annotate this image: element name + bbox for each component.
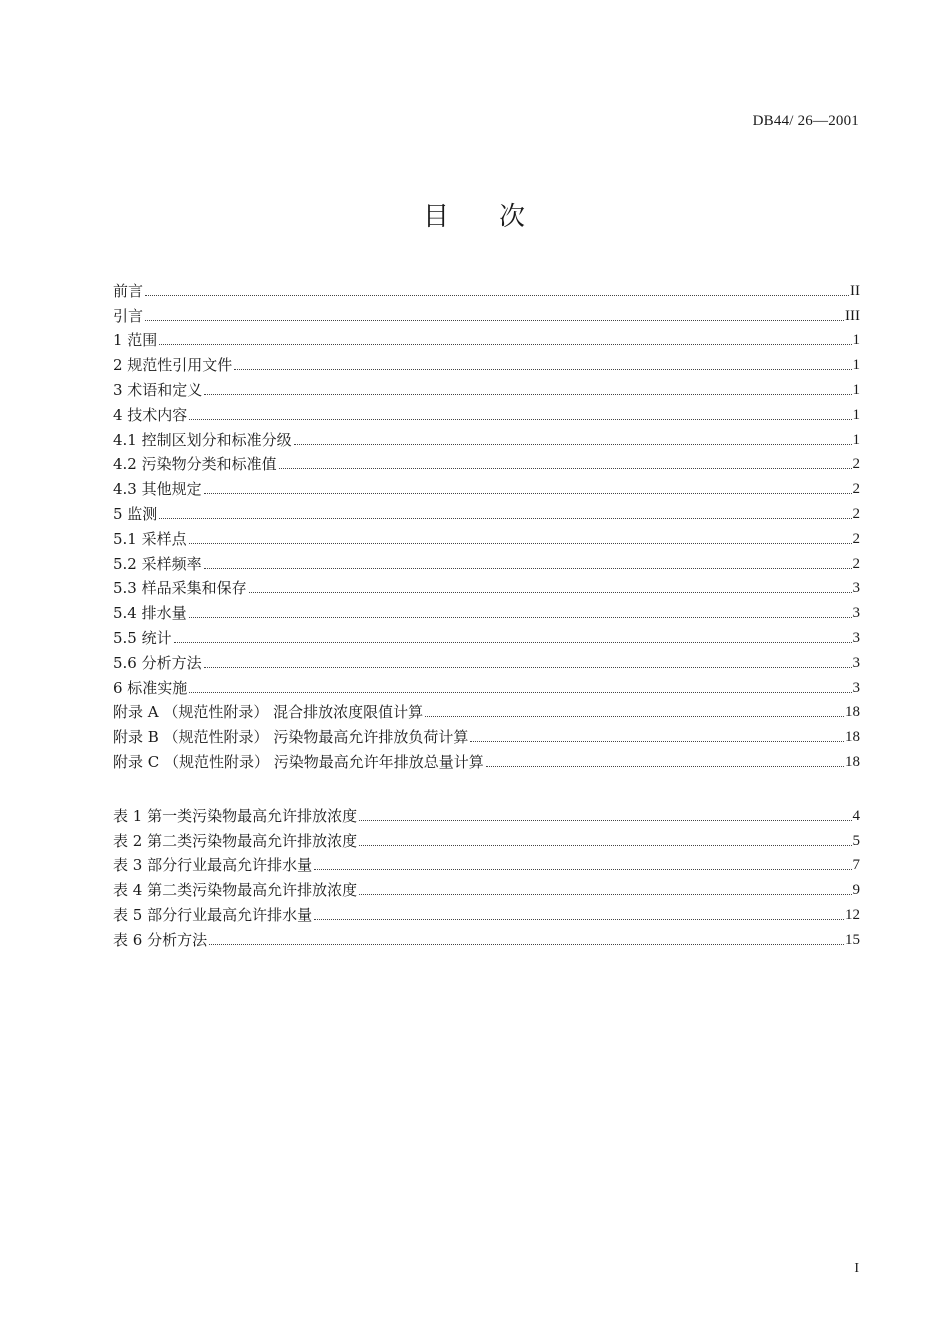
toc-entry-page: 3 <box>852 679 860 696</box>
toc-entry-label: 6 标准实施 <box>113 678 188 697</box>
page-number: I <box>854 1261 859 1276</box>
toc-title-right: 次 <box>499 202 528 232</box>
toc-entry[interactable] <box>113 622 860 647</box>
toc-entry-label: 5.6 分析方法 <box>113 653 202 672</box>
toc-entry[interactable] <box>113 850 860 875</box>
toc-entry-page: 18 <box>845 753 860 770</box>
toc-entry-label: 表 5 部分行业最高允许排水量 <box>113 905 313 924</box>
toc-entry-page: II <box>850 282 860 299</box>
toc-entry-page: 2 <box>852 530 860 547</box>
toc-entry-page: 1 <box>852 332 860 349</box>
toc-entry-label: 5.2 采样频率 <box>113 554 202 573</box>
toc-main-list <box>113 275 860 771</box>
toc-entry[interactable] <box>113 899 860 924</box>
toc-entry[interactable] <box>113 746 860 771</box>
toc-dot-leader <box>359 844 851 846</box>
toc-entry-label: 表 2 第二类污染物最高允许排放浓度 <box>113 831 358 850</box>
toc-entry-page: 9 <box>852 882 860 899</box>
toc-entry-page: 1 <box>852 381 860 398</box>
toc-entry[interactable] <box>113 647 860 672</box>
toc-dot-leader <box>209 943 844 945</box>
toc-entry-label: 2 规范性引用文件 <box>113 356 233 375</box>
toc-entry[interactable] <box>113 573 860 598</box>
toc-entry[interactable] <box>113 924 860 949</box>
toc-entry-label: 3 术语和定义 <box>113 380 203 399</box>
toc-dot-leader <box>189 542 852 544</box>
toc-dot-leader <box>294 443 852 445</box>
toc-dot-leader <box>204 393 851 395</box>
toc-dot-leader <box>249 591 852 593</box>
toc-entry-page: 15 <box>845 931 860 948</box>
toc-dot-leader <box>159 343 851 345</box>
toc-entry[interactable] <box>113 449 860 474</box>
toc-entry-page: 4 <box>852 807 860 824</box>
toc-table-list <box>113 800 860 949</box>
toc-dot-leader <box>189 418 851 420</box>
toc-entry-page: 3 <box>852 605 860 622</box>
toc-entry-label: 表 4 第二类污染物最高允许排放浓度 <box>113 881 358 900</box>
toc-dot-leader <box>359 819 851 821</box>
toc-entry-page: 1 <box>852 431 860 448</box>
toc-entry[interactable] <box>113 473 860 498</box>
toc-entry-page: 3 <box>852 580 860 597</box>
toc-entry-page: 18 <box>845 729 860 746</box>
toc-entry-page: 2 <box>852 481 860 498</box>
toc-entry-label: 表 1 第一类污染物最高允许排放浓度 <box>113 806 358 825</box>
toc-dot-leader <box>204 666 852 668</box>
toc-entry-page: 18 <box>845 704 860 721</box>
toc-dot-leader <box>204 492 852 494</box>
toc-entry-page: 2 <box>852 505 860 522</box>
toc-dot-leader <box>174 641 852 643</box>
toc-entry-page: 12 <box>845 906 860 923</box>
document-code: DB44/ 26—2001 <box>752 113 859 129</box>
toc-entry-page: 7 <box>852 857 860 874</box>
toc-entry-label: 4.1 控制区划分和标准分级 <box>113 430 292 449</box>
toc-entry-label: 5.1 采样点 <box>113 529 187 548</box>
toc-dot-leader <box>234 368 851 370</box>
toc-dot-leader <box>204 567 852 569</box>
toc-title <box>0 196 950 233</box>
toc-entry-label: 4.2 污染物分类和标准值 <box>113 455 277 474</box>
toc-entry-page: 3 <box>852 654 860 671</box>
toc-title-left: 目 <box>422 202 451 232</box>
toc-entry[interactable] <box>113 374 860 399</box>
toc-entry-label: 附录 B （规范性附录） 污染物最高允许排放负荷计算 <box>113 728 469 747</box>
toc-entry[interactable] <box>113 597 860 622</box>
toc-entry[interactable] <box>113 498 860 523</box>
toc-dot-leader <box>189 616 852 618</box>
toc-entry-page: 5 <box>852 832 860 849</box>
toc-entry-page: 2 <box>852 555 860 572</box>
toc-entry[interactable] <box>113 721 860 746</box>
toc-entry-label: 5.4 排水量 <box>113 604 187 623</box>
toc-dot-leader <box>145 294 849 296</box>
toc-entry[interactable] <box>113 424 860 449</box>
toc-entry-label: 表 3 部分行业最高允许排水量 <box>113 856 313 875</box>
toc-entry-label: 5.3 样品采集和保存 <box>113 579 247 598</box>
toc-dot-leader <box>359 893 851 895</box>
toc-entry-label: 附录 A （规范性附录） 混合排放浓度限值计算 <box>113 703 424 722</box>
toc-entry-label: 5 监测 <box>113 504 158 523</box>
toc-entry[interactable] <box>113 325 860 350</box>
toc-entry-page: 1 <box>852 357 860 374</box>
toc-entry[interactable] <box>113 523 860 548</box>
toc-entry-label: 引言 <box>113 306 144 325</box>
toc-entry-label: 4 技术内容 <box>113 405 188 424</box>
toc-entry-label: 前言 <box>113 281 144 300</box>
toc-dot-leader <box>279 467 852 469</box>
toc-entry-page: 1 <box>852 406 860 423</box>
toc-entry-label: 5.5 统计 <box>113 628 172 647</box>
toc-entry-page: 3 <box>852 629 860 646</box>
toc-dot-leader <box>486 765 844 767</box>
toc-entry[interactable] <box>113 275 860 300</box>
toc-entry[interactable] <box>113 697 860 722</box>
toc-entry[interactable] <box>113 399 860 424</box>
toc-entry[interactable] <box>113 672 860 697</box>
toc-dot-leader <box>314 868 851 870</box>
toc-dot-leader <box>145 319 844 321</box>
toc-entry-label: 表 6 分析方法 <box>113 930 208 949</box>
toc-entry[interactable] <box>113 825 860 850</box>
toc-entry-label: 1 范围 <box>113 331 158 350</box>
toc-dot-leader <box>470 740 844 742</box>
toc-entry-label: 附录 C （规范性附录） 污染物最高允许年排放总量计算 <box>113 752 484 771</box>
toc-dot-leader <box>425 715 844 717</box>
toc-dot-leader <box>159 517 851 519</box>
toc-dot-leader <box>189 691 851 693</box>
toc-dot-leader <box>314 918 844 920</box>
toc-entry[interactable] <box>113 548 860 573</box>
toc-entry-page: 2 <box>852 456 860 473</box>
toc-entry[interactable] <box>113 874 860 899</box>
toc-entry-label: 4.3 其他规定 <box>113 480 202 499</box>
toc-entry[interactable] <box>113 800 860 825</box>
toc-entry-page: III <box>845 307 860 324</box>
toc-entry[interactable] <box>113 300 860 325</box>
toc-entry[interactable] <box>113 349 860 374</box>
